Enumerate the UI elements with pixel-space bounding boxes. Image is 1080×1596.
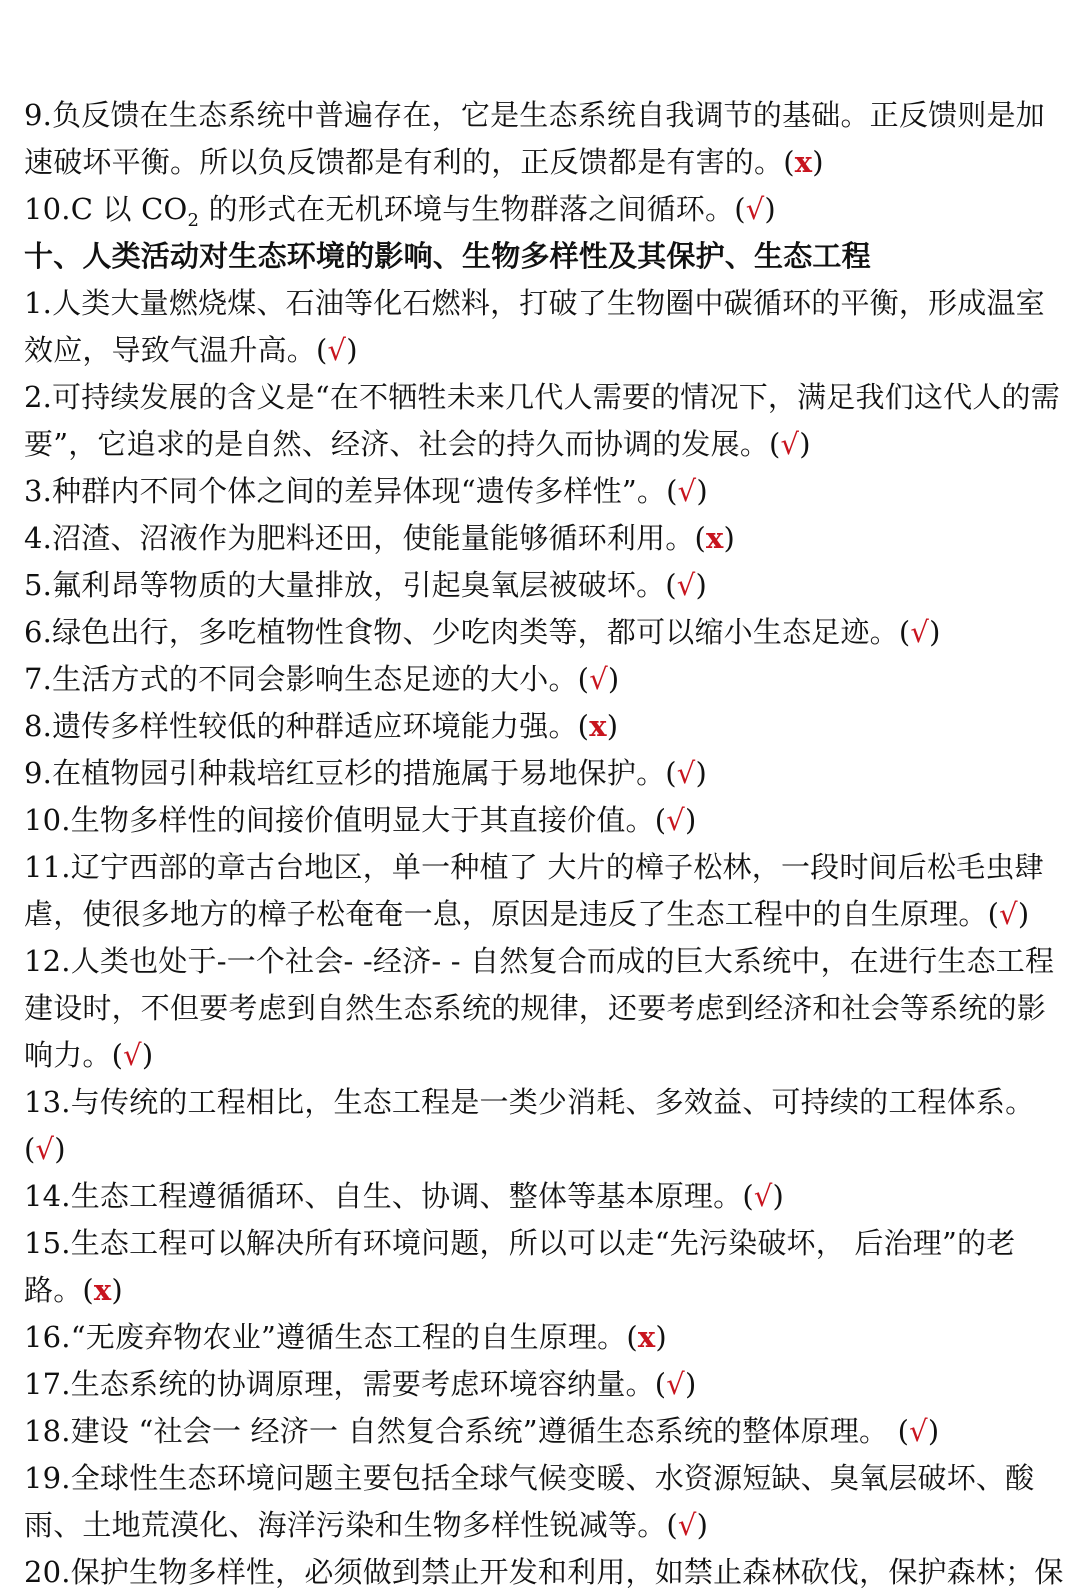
check-mark-icon: √ xyxy=(589,662,608,696)
statement-item xyxy=(24,797,1064,844)
statement-item xyxy=(24,656,1064,703)
check-mark-icon: √ xyxy=(327,333,347,367)
statement-item xyxy=(24,1079,1064,1173)
statement-text: 14.生态工程遵循循环、自生、协调、整体等基本原理。 xyxy=(24,1179,743,1213)
answer-mark: (x) xyxy=(82,1273,123,1307)
statement-item xyxy=(24,938,1064,1079)
statement-item xyxy=(24,1549,1064,1596)
statement-text: 12.人类也处于-一个社会- -经济- - 自然复合而成的巨大系统中，在进行生态工程建设时，不但要考虑到自然生态系统的规律，还要考虑到经济和社会等系统的影响力。 xyxy=(24,944,1055,1072)
check-mark-icon: √ xyxy=(666,1367,685,1401)
statement-text: 10.生物多样性的间接价值明显大于其直接价值。 xyxy=(24,803,655,837)
statement-text: 20.保护生物多样性，必须做到禁止开发和利用，如禁止森林砍伐，保护森林；保 xyxy=(24,1555,1064,1589)
check-mark-icon: √ xyxy=(745,192,765,226)
statement-text: 9.在植物园引种栽培红豆杉的措施属于易地保护。 xyxy=(24,756,666,790)
document-page xyxy=(24,92,1064,1596)
statement-text: 3.种群内不同个体之间的差异体现“遗传多样性”。 xyxy=(24,474,667,508)
statement-item xyxy=(24,468,1064,515)
statement-text: 4.沼渣、沼液作为肥料还田，使能量能够循环利用。 xyxy=(24,521,695,555)
answer-mark: (x) xyxy=(694,521,736,555)
statement-item xyxy=(24,515,1064,562)
statement-item xyxy=(24,92,1064,186)
answer-mark: (√) xyxy=(654,1367,697,1401)
statement-item xyxy=(24,1173,1064,1220)
answer-mark: (√) xyxy=(111,1038,154,1072)
answer-mark: (√) xyxy=(666,1508,709,1542)
check-mark-icon: √ xyxy=(676,568,696,602)
statement-item xyxy=(24,562,1064,609)
answer-mark: (√) xyxy=(24,1132,66,1166)
answer-mark: (√) xyxy=(897,1414,940,1448)
wrong-mark-icon: x xyxy=(93,1273,112,1307)
check-mark-icon: √ xyxy=(910,615,930,649)
answer-mark: (√) xyxy=(734,192,776,226)
statement-item xyxy=(24,844,1064,938)
answer-mark: (√) xyxy=(316,333,358,367)
statement-text: 10.C 以 CO xyxy=(24,192,188,226)
wrong-mark-icon: x xyxy=(794,145,813,179)
subscript: 2 xyxy=(187,209,200,231)
statement-item xyxy=(24,750,1064,797)
statement-text: 16.“无废弃物农业”遵循生态工程的自生原理。 xyxy=(24,1320,627,1354)
answer-mark: (x) xyxy=(626,1320,667,1354)
statement-text: 8.遗传多样性较低的种群适应环境能力强。 xyxy=(24,709,578,743)
answer-mark: (√) xyxy=(769,427,811,461)
answer-mark: (√) xyxy=(987,897,1030,931)
statement-text: 5.氟利昂等物质的大量排放，引起臭氧层被破坏。 xyxy=(24,568,666,602)
check-mark-icon: √ xyxy=(909,1414,928,1448)
answer-mark: (√) xyxy=(666,474,708,508)
answer-mark: (√) xyxy=(665,568,707,602)
wrong-mark-icon: x xyxy=(706,521,724,555)
wrong-mark-icon: x xyxy=(637,1320,656,1354)
check-mark-icon: √ xyxy=(677,1508,697,1542)
statement-list xyxy=(24,280,1064,1596)
statement-item xyxy=(24,1455,1064,1549)
statement-text: 13.与传统的工程相比，生态工程是一类少消耗、多效益、可持续的工程体系。 xyxy=(24,1085,1035,1119)
check-mark-icon: √ xyxy=(676,756,696,790)
statement-text: 9.负反馈在生态系统中普遍存在，它是生态系统自我调节的基础。正反馈则是加速破坏平衡。所以负反馈都是有利的，正反馈都是有害的。 xyxy=(24,98,1045,179)
statement-item xyxy=(24,1361,1064,1408)
answer-mark: (x) xyxy=(577,709,619,743)
statement-item xyxy=(24,1314,1064,1361)
statement-item xyxy=(24,374,1064,468)
statement-item xyxy=(24,703,1064,750)
statement-text: 的形式在无机环境与生物群落之间循环。 xyxy=(199,192,735,226)
statement-item xyxy=(24,186,1064,233)
answer-mark: (x) xyxy=(783,145,824,179)
wrong-mark-icon: x xyxy=(589,709,607,743)
answer-mark: (√) xyxy=(742,1179,785,1213)
statement-text: 7.生活方式的不同会影响生态足迹的大小。 xyxy=(24,662,578,696)
statement-text: 17.生态系统的协调原理，需要考虑环境容纳量。 xyxy=(24,1367,655,1401)
statement-text: 2.可持续发展的含义是“在不牺牲未来几代人需要的情况下，满足我们这代人的需要”，它追求的是自然、经济、社会的持久而协调的发展。 xyxy=(24,380,1060,461)
check-mark-icon: √ xyxy=(123,1038,142,1072)
statement-text: 18.建设 “社会一 经济一 自然复合系统”遵循生态系统的整体原理。 xyxy=(24,1414,898,1448)
statement-item xyxy=(24,280,1064,374)
check-mark-icon: √ xyxy=(677,474,697,508)
answer-mark: (√) xyxy=(898,615,941,649)
statement-text: 19.全球性生态环境问题主要包括全球气候变暖、水资源短缺、臭氧层破坏、酸雨、土地荒漠化、海洋污染和生物多样性锐减等。 xyxy=(24,1461,1035,1542)
statement-item xyxy=(24,1408,1064,1455)
check-mark-icon: √ xyxy=(666,803,685,837)
check-mark-icon: √ xyxy=(780,427,800,461)
answer-mark: (√) xyxy=(665,756,707,790)
section-heading: 十、人类活动对生态环境的影响、生物多样性及其保护、生态工程 xyxy=(24,239,871,273)
statement-text: 6.绿色出行，多吃植物性食物、少吃肉类等，都可以缩小生态足迹。 xyxy=(24,615,899,649)
statement-text: 11.辽宁西部的章古台地区，单一种植了 大片的樟子松林，一段时间后松毛虫肆虐，使很多地方的樟子松奄奄一息，原因是违反了生态工程中的自生原理。 xyxy=(24,850,1044,931)
check-mark-icon: √ xyxy=(35,1132,55,1166)
statement-item xyxy=(24,1220,1064,1314)
answer-mark: (√) xyxy=(577,662,620,696)
statement-text: 15.生态工程可以解决所有环境问题，所以可以走“先污染破坏， 后治理”的老路。 xyxy=(24,1226,1016,1307)
statement-item xyxy=(24,609,1064,656)
check-mark-icon: √ xyxy=(753,1179,773,1213)
answer-mark: (√) xyxy=(654,803,697,837)
check-mark-icon: √ xyxy=(999,897,1018,931)
statement-text: 1.人类大量燃烧煤、石油等化石燃料，打破了生物圈中碳循环的平衡，形成温室效应，导致气温升高。 xyxy=(24,286,1045,367)
